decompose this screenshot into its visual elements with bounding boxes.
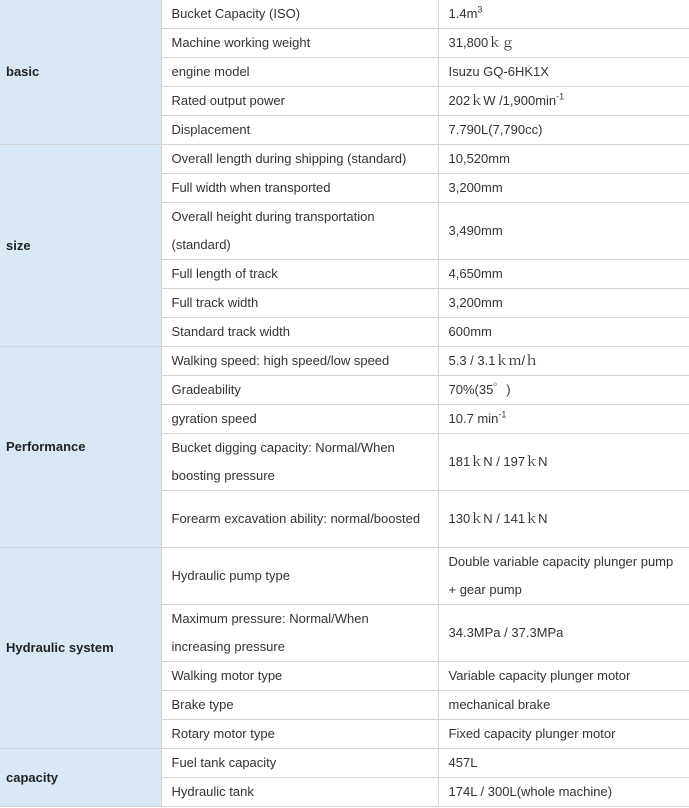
spec-label: Standard track width [161,318,438,347]
spec-value-text: 7.790L(7,790cc) [448,122,543,137]
spec-value [438,318,689,347]
spec-value [438,548,689,605]
spec-label: Forearm excavation ability: normal/boosted [161,491,438,548]
spec-value-text: 457L [448,755,478,770]
spec-value [438,116,689,145]
spec-value [438,145,689,174]
spec-label: Walking speed: high speed/low speed [161,347,438,376]
spec-value [438,0,689,29]
spec-value [438,434,689,491]
spec-row [0,145,689,174]
spec-row [0,749,689,778]
spec-label: engine model [161,58,438,87]
spec-value-text: 130ｋN / 141ｋN [448,511,548,526]
spec-value [438,289,689,318]
spec-label: gyration speed [161,405,438,434]
spec-value-superscript: -1 [498,409,507,420]
spec-label: Displacement [161,116,438,145]
spec-value [438,720,689,749]
category-cell: Hydraulic system [0,548,161,749]
spec-value-text: 70%(35゜) [448,382,511,397]
spec-label: Overall height during transportation (standard) [161,203,438,260]
spec-value-text: 3,490mm [448,223,503,238]
spec-row [0,0,689,29]
spec-value-text: 10,520mm [448,151,510,166]
spec-value-text: 202ｋW /1,900min [448,93,557,108]
spec-value [438,260,689,289]
spec-value [438,203,689,260]
spec-value-text: 3,200mm [448,180,503,195]
spec-label: Overall length during shipping (standard) [161,145,438,174]
spec-value-text: Double variable capacity plunger pump + gear pump [448,554,674,597]
spec-label: Bucket Capacity (ISO) [161,0,438,29]
spec-label: Rotary motor type [161,720,438,749]
spec-value [438,605,689,662]
spec-row [0,347,689,376]
spec-value-text: Fixed capacity plunger motor [448,726,616,741]
spec-value-text: 5.3 / 3.1ｋｍ/ｈ [448,353,539,368]
spec-value [438,749,689,778]
spec-value-text: Variable capacity plunger motor [448,668,631,683]
spec-value-superscript: 3 [477,4,483,15]
spec-value-text: 34.3MPa / 37.3MPa [448,625,564,640]
category-cell: basic [0,0,161,145]
spec-value [438,778,689,807]
spec-label: Machine working weight [161,29,438,58]
spec-label: Bucket digging capacity: Normal/When boosting pressure [161,434,438,491]
spec-value [438,662,689,691]
spec-label: Full track width [161,289,438,318]
spec-label: Walking motor type [161,662,438,691]
spec-label: Full width when transported [161,174,438,203]
spec-value-text: 1.4m [448,6,478,21]
category-cell: Performance [0,347,161,548]
spec-value-text: 31,800ｋｇ [448,35,515,50]
spec-label: Hydraulic pump type [161,548,438,605]
spec-label: Rated output power [161,87,438,116]
spec-value [438,691,689,720]
spec-value-text: 4,650mm [448,266,503,281]
spec-value-text: 600mm [448,324,492,339]
spec-label: Hydraulic tank [161,778,438,807]
spec-value [438,405,689,434]
spec-label: Gradeability [161,376,438,405]
spec-value-text: Isuzu GQ-6HK1X [448,64,549,79]
spec-value-text: 181ｋN / 197ｋN [448,454,548,469]
spec-value [438,491,689,548]
spec-row [0,548,689,605]
category-cell: size [0,145,161,347]
spec-value-text: 3,200mm [448,295,503,310]
spec-value [438,376,689,405]
spec-label: Maximum pressure: Normal/When increasing pressure [161,605,438,662]
spec-value [438,58,689,87]
spec-value [438,347,689,376]
spec-value-superscript: -1 [556,91,565,102]
spec-value-text: mechanical brake [448,697,551,712]
spec-label: Full length of track [161,260,438,289]
spec-value-text: 174L / 300L(whole machine) [448,784,613,799]
spec-value [438,87,689,116]
category-cell: capacity [0,749,161,807]
spec-label: Brake type [161,691,438,720]
spec-value [438,174,689,203]
spec-label: Fuel tank capacity [161,749,438,778]
spec-value-text: 10.7 min [448,411,499,426]
spec-value [438,29,689,58]
